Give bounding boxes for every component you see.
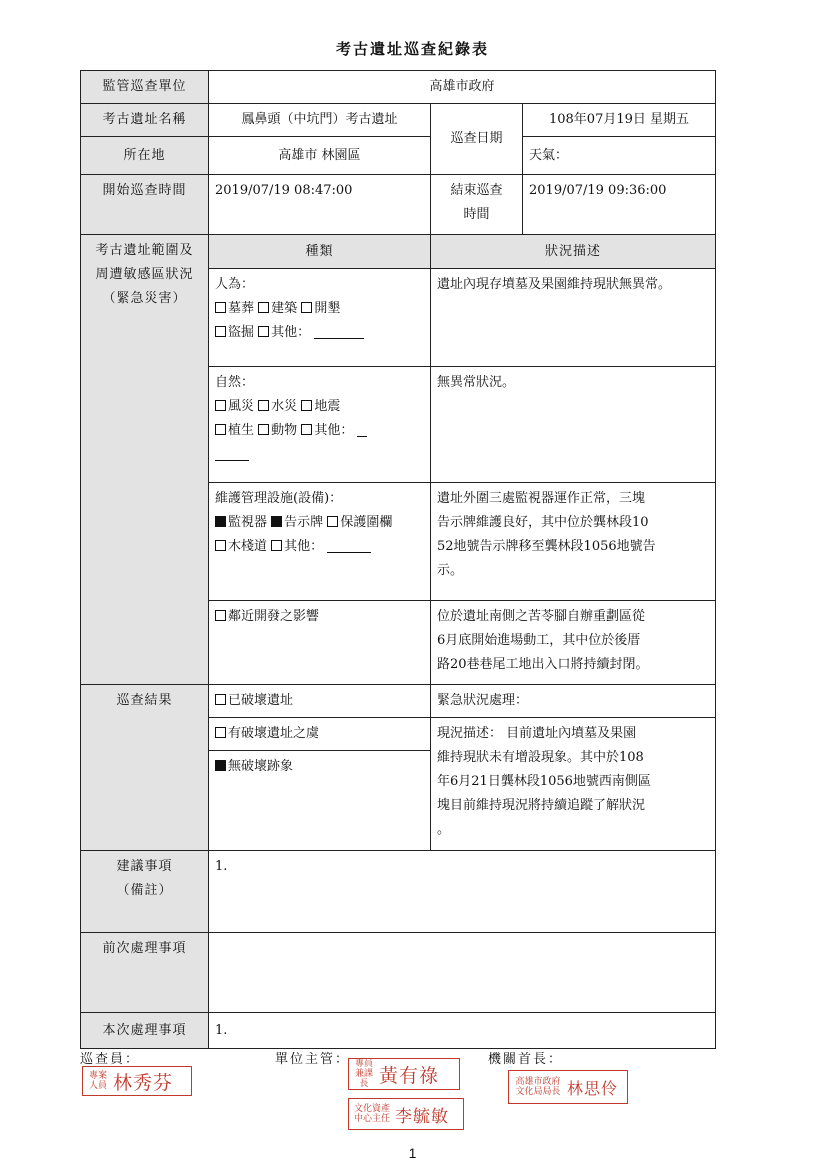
blank-line xyxy=(215,446,249,461)
row-current xyxy=(81,1013,716,1049)
facility-opt-boardwalk: 木棧道 xyxy=(228,539,268,554)
checkbox-icon[interactable] xyxy=(215,694,226,705)
row-prev xyxy=(81,933,716,1013)
emergency-label: 緊急狀況處理： xyxy=(431,685,716,718)
suggest-label-line2: （備註） xyxy=(116,883,173,898)
nature-opt-plant: 植生 xyxy=(228,423,255,438)
suggest-label xyxy=(81,851,209,933)
nature-opt-other: 其他： xyxy=(314,423,354,438)
prev-label: 前次處理事項 xyxy=(81,933,209,1013)
date-value: 108年07月19日 星期五 xyxy=(523,104,716,137)
row-time xyxy=(81,175,716,235)
seal-name: 林秀芬 xyxy=(113,1071,174,1094)
nature-desc: 無異常狀況。 xyxy=(431,367,716,483)
nature-opt-animal: 動物 xyxy=(271,423,298,438)
location-label: 所在地 xyxy=(81,137,209,175)
blank-line xyxy=(314,324,364,339)
seal-title: 文化資產中心主任 xyxy=(353,1104,390,1124)
human-title: 人為： xyxy=(215,277,255,292)
row-unit xyxy=(81,71,716,104)
head-seal xyxy=(508,1070,628,1104)
checkbox-icon[interactable] xyxy=(301,424,312,435)
scope-label-line1: 考古遺址範圍及 xyxy=(95,243,194,258)
scope-label xyxy=(81,235,209,685)
checkbox-icon[interactable] xyxy=(301,400,312,411)
facility-type-cell xyxy=(209,483,431,601)
location-value: 高雄市 林園區 xyxy=(209,137,431,175)
end-label xyxy=(431,175,523,235)
human-opt-clearing: 開墾 xyxy=(314,301,341,316)
nearby-desc xyxy=(431,601,716,685)
human-opt-building: 建築 xyxy=(271,301,298,316)
checkbox-checked-icon[interactable] xyxy=(215,760,226,771)
blank-line xyxy=(327,538,371,553)
nearby-desc-line2: 6月底開始進場動工，其中位於後厝 xyxy=(437,633,641,648)
center-director-seal xyxy=(348,1098,464,1130)
checkbox-icon[interactable] xyxy=(215,400,226,411)
end-value: 2019/07/19 09:36:00 xyxy=(523,175,716,235)
seal-name: 李毓敏 xyxy=(395,1106,449,1127)
facility-opt-other: 其他： xyxy=(284,539,324,554)
current-label: 本次處理事項 xyxy=(81,1013,209,1049)
result-opt-none-cell xyxy=(209,751,431,851)
result-opt-risk: 有破壞遺址之虞 xyxy=(228,726,320,741)
result-opt-destroyed: 已破壞遺址 xyxy=(228,693,294,708)
human-options-line2 xyxy=(215,321,424,345)
human-options-line1 xyxy=(215,297,424,321)
facility-desc-line4: 示。 xyxy=(437,563,464,578)
checkbox-checked-icon[interactable] xyxy=(271,516,282,527)
facility-desc-line1: 遺址外圍三處監視器運作正常，三塊 xyxy=(437,491,646,506)
result-opt-none: 無破壞跡象 xyxy=(228,759,294,774)
start-value: 2019/07/19 08:47:00 xyxy=(209,175,431,235)
nature-opt-quake: 地震 xyxy=(314,399,341,414)
row-result-1 xyxy=(81,685,716,718)
nearby-desc-line1: 位於遺址南側之苦苓腳自辦重劃區從 xyxy=(437,609,646,624)
nature-options-line1 xyxy=(215,395,424,419)
checkbox-icon[interactable] xyxy=(215,326,226,337)
nature-options-line2 xyxy=(215,419,424,443)
weather-field: 天氣： xyxy=(523,137,716,175)
seal-title: 專案人員 xyxy=(88,1071,107,1091)
facility-options-line2 xyxy=(215,535,424,559)
suggest-label-line1: 建議事項 xyxy=(116,859,173,874)
unit-value: 高雄市政府 xyxy=(209,71,716,104)
scope-label-line2: 周遭敏感區狀況 xyxy=(95,267,194,282)
seal-title: 專員兼課長 xyxy=(354,1059,373,1089)
facility-desc-line2: 告示牌維護良好，其中位於龔林段10 xyxy=(437,515,649,530)
human-opt-burial: 墓葬 xyxy=(228,301,255,316)
row-site xyxy=(81,104,716,137)
result-desc-line3: 年6月21日龔林段1056地號西南側區 xyxy=(437,774,651,789)
checkbox-icon[interactable] xyxy=(215,302,226,313)
facility-desc-line3: 52地號告示牌移至龔林段1056地號告 xyxy=(437,539,656,554)
inspector-signature-label: 巡查員： xyxy=(80,1052,141,1067)
facility-opt-sign: 告示牌 xyxy=(284,515,324,530)
checkbox-icon[interactable] xyxy=(258,302,269,313)
checkbox-icon[interactable] xyxy=(215,610,226,621)
facility-title: 維護管理設施(設備)： xyxy=(215,491,343,506)
human-opt-other: 其他： xyxy=(271,325,311,340)
result-desc-line1: 現況描述： 目前遺址內墳墓及果園 xyxy=(437,726,637,741)
head-signature-label: 機關首長： xyxy=(488,1052,564,1067)
checkbox-icon[interactable] xyxy=(271,540,282,551)
checkbox-icon[interactable] xyxy=(215,540,226,551)
suggest-value: 1. xyxy=(209,851,716,933)
nearby-type-cell xyxy=(209,601,431,685)
checkbox-checked-icon[interactable] xyxy=(215,516,226,527)
blank-line xyxy=(357,422,367,437)
nature-title: 自然： xyxy=(215,375,255,390)
unit-label: 監管巡查單位 xyxy=(81,71,209,104)
end-label-line1: 結束巡查 xyxy=(450,183,503,198)
human-desc: 遺址內現存墳墓及果園維持現狀無異常。 xyxy=(431,269,716,367)
seal-name: 黃有祿 xyxy=(379,1064,440,1087)
start-label: 開始巡查時間 xyxy=(81,175,209,235)
nature-type-cell xyxy=(209,367,431,483)
end-label-line2: 時間 xyxy=(463,207,490,222)
checkbox-icon[interactable] xyxy=(327,516,338,527)
supervisor-seal xyxy=(348,1058,460,1090)
checkbox-icon[interactable] xyxy=(301,302,312,313)
facility-desc xyxy=(431,483,716,601)
site-value: 鳳鼻頭（中坑門）考古遺址 xyxy=(209,104,431,137)
facility-opt-fence: 保護圍欄 xyxy=(340,515,393,530)
human-type-cell xyxy=(209,269,431,367)
inspector-seal xyxy=(82,1066,192,1096)
result-opt-destroyed-cell xyxy=(209,685,431,718)
row-suggest xyxy=(81,851,716,933)
result-desc xyxy=(431,718,716,851)
nature-opt-flood: 水災 xyxy=(271,399,298,414)
seal-name: 林思伶 xyxy=(567,1078,619,1098)
result-opt-risk-cell xyxy=(209,718,431,751)
result-desc-line4: 塊目前維持現況將持續追蹤了解狀況 xyxy=(437,798,646,813)
checkbox-icon[interactable] xyxy=(258,326,269,337)
supervisor-signature-label: 單位主管： xyxy=(275,1052,351,1067)
col-type-header: 種類 xyxy=(209,235,431,269)
scope-label-line3: （緊急災害） xyxy=(102,291,187,306)
facility-options-line1 xyxy=(215,511,424,535)
site-label: 考古遺址名稱 xyxy=(81,104,209,137)
result-label: 巡查結果 xyxy=(81,685,209,851)
nature-blank-line xyxy=(215,443,424,467)
seal-title: 高雄市政府文化局局長 xyxy=(515,1077,561,1097)
inspection-form-table xyxy=(80,70,716,1049)
current-value: 1. xyxy=(209,1013,716,1049)
col-desc-header: 狀況描述 xyxy=(431,235,716,269)
form-title: 考古遺址巡查紀錄表 xyxy=(335,40,489,58)
row-location xyxy=(81,137,716,175)
facility-opt-camera: 監視器 xyxy=(228,515,268,530)
human-opt-looting: 盜掘 xyxy=(228,325,255,340)
nature-opt-wind: 風災 xyxy=(228,399,255,414)
checkbox-icon[interactable] xyxy=(258,400,269,411)
nearby-title: 鄰近開發之影響 xyxy=(228,609,320,624)
result-desc-line2: 維持現狀未有增設現象。其中於108 xyxy=(437,750,644,765)
checkbox-icon[interactable] xyxy=(215,727,226,738)
date-label: 巡查日期 xyxy=(431,104,523,175)
result-desc-line5: 。 xyxy=(437,822,451,837)
page-number: 1 xyxy=(408,1145,417,1161)
nearby-desc-line3: 路20巷巷尾工地出入口將持續封閉。 xyxy=(437,657,649,672)
prev-value xyxy=(209,933,716,1013)
checkbox-icon[interactable] xyxy=(215,424,226,435)
row-scope-header xyxy=(81,235,716,269)
checkbox-icon[interactable] xyxy=(258,424,269,435)
